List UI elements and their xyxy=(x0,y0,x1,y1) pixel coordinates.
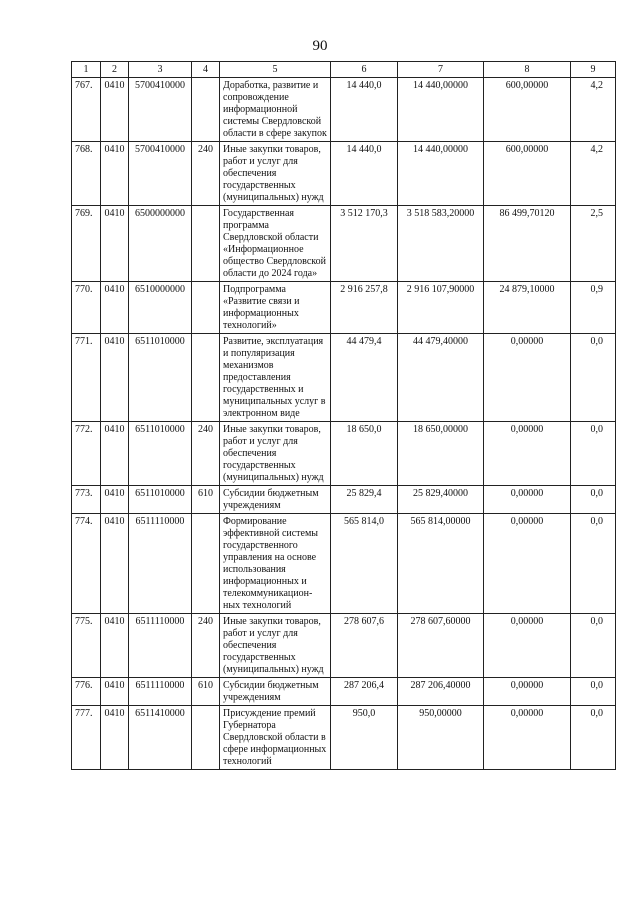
expense-type-code xyxy=(192,206,220,282)
amount-col7: 25 829,40000 xyxy=(398,486,484,514)
row-number: 772. xyxy=(72,422,101,486)
column-header: 4 xyxy=(192,62,220,78)
amount-col7: 2 916 107,90000 xyxy=(398,282,484,334)
row-number: 768. xyxy=(72,142,101,206)
percent-col9: 0,0 xyxy=(571,486,616,514)
amount-col6: 278 607,6 xyxy=(331,614,398,678)
amount-col6: 3 512 170,3 xyxy=(331,206,398,282)
section-code: 0410 xyxy=(101,334,129,422)
amount-col8: 0,00000 xyxy=(484,706,571,770)
row-number: 770. xyxy=(72,282,101,334)
percent-col9: 0,0 xyxy=(571,514,616,614)
section-code: 0410 xyxy=(101,78,129,142)
amount-col7: 44 479,40000 xyxy=(398,334,484,422)
percent-col9: 4,2 xyxy=(571,142,616,206)
expense-type-code: 610 xyxy=(192,486,220,514)
table-row xyxy=(72,486,616,514)
row-number: 774. xyxy=(72,514,101,614)
amount-col8: 0,00000 xyxy=(484,514,571,614)
amount-col7: 18 650,00000 xyxy=(398,422,484,486)
table-row xyxy=(72,706,616,770)
percent-col9: 0,0 xyxy=(571,422,616,486)
percent-col9: 0,0 xyxy=(571,614,616,678)
table-row xyxy=(72,282,616,334)
amount-col6: 44 479,4 xyxy=(331,334,398,422)
table-row xyxy=(72,678,616,706)
table-row xyxy=(72,78,616,142)
column-header: 8 xyxy=(484,62,571,78)
item-name: Присуждение премий Губернатора Свердловской области в сфере информационных технологий xyxy=(220,706,331,770)
amount-col6: 14 440,0 xyxy=(331,142,398,206)
amount-col8: 0,00000 xyxy=(484,486,571,514)
item-name: Подпрограмма «Развитие связи и информационных технологий» xyxy=(220,282,331,334)
amount-col7: 565 814,00000 xyxy=(398,514,484,614)
target-article-code: 6511110000 xyxy=(129,678,192,706)
expense-type-code xyxy=(192,706,220,770)
amount-col6: 18 650,0 xyxy=(331,422,398,486)
amount-col6: 25 829,4 xyxy=(331,486,398,514)
target-article-code: 6511110000 xyxy=(129,514,192,614)
row-number: 776. xyxy=(72,678,101,706)
table-row xyxy=(72,206,616,282)
target-article-code: 6511010000 xyxy=(129,486,192,514)
target-article-code: 6511110000 xyxy=(129,614,192,678)
item-name: Иные закупки товаров, работ и услуг для обеспечения государственных (муниципальных) нужд xyxy=(220,614,331,678)
amount-col7: 14 440,00000 xyxy=(398,142,484,206)
table-row xyxy=(72,514,616,614)
item-name: Формирование эффективной системы государственного управления на основе использования информационных и телекоммуникацион-ных технологий xyxy=(220,514,331,614)
amount-col7: 14 440,00000 xyxy=(398,78,484,142)
row-number: 771. xyxy=(72,334,101,422)
amount-col8: 0,00000 xyxy=(484,422,571,486)
section-code: 0410 xyxy=(101,678,129,706)
item-name: Иные закупки товаров, работ и услуг для обеспечения государственных (муниципальных) нужд xyxy=(220,422,331,486)
percent-col9: 2,5 xyxy=(571,206,616,282)
row-number: 773. xyxy=(72,486,101,514)
percent-col9: 4,2 xyxy=(571,78,616,142)
section-code: 0410 xyxy=(101,514,129,614)
amount-col8: 0,00000 xyxy=(484,678,571,706)
amount-col6: 565 814,0 xyxy=(331,514,398,614)
amount-col7: 3 518 583,20000 xyxy=(398,206,484,282)
page-number: 90 xyxy=(312,38,328,54)
target-article-code: 6510000000 xyxy=(129,282,192,334)
amount-col6: 950,0 xyxy=(331,706,398,770)
row-number: 775. xyxy=(72,614,101,678)
expense-type-code: 610 xyxy=(192,678,220,706)
expense-type-code: 240 xyxy=(192,614,220,678)
target-article-code: 5700410000 xyxy=(129,142,192,206)
header-row xyxy=(72,62,616,78)
table-row xyxy=(72,422,616,486)
amount-col6: 14 440,0 xyxy=(331,78,398,142)
amount-col6: 287 206,4 xyxy=(331,678,398,706)
amount-col8: 24 879,10000 xyxy=(484,282,571,334)
column-header: 3 xyxy=(129,62,192,78)
column-header: 9 xyxy=(571,62,616,78)
table-body xyxy=(72,78,616,770)
expense-type-code: 240 xyxy=(192,142,220,206)
percent-col9: 0,9 xyxy=(571,282,616,334)
percent-col9: 0,0 xyxy=(571,334,616,422)
section-code: 0410 xyxy=(101,206,129,282)
section-code: 0410 xyxy=(101,282,129,334)
column-header: 5 xyxy=(220,62,331,78)
column-header: 1 xyxy=(72,62,101,78)
percent-col9: 0,0 xyxy=(571,678,616,706)
item-name: Субсидии бюджетным учреждениям xyxy=(220,486,331,514)
expense-type-code xyxy=(192,334,220,422)
column-header: 6 xyxy=(331,62,398,78)
amount-col8: 0,00000 xyxy=(484,614,571,678)
amount-col8: 600,00000 xyxy=(484,78,571,142)
section-code: 0410 xyxy=(101,614,129,678)
row-number: 767. xyxy=(72,78,101,142)
target-article-code: 6511410000 xyxy=(129,706,192,770)
item-name: Развитие, эксплуатация и популяризация механизмов предоставления государственных и муниципальных услуг в электронном виде xyxy=(220,334,331,422)
percent-col9: 0,0 xyxy=(571,706,616,770)
amount-col7: 950,00000 xyxy=(398,706,484,770)
section-code: 0410 xyxy=(101,706,129,770)
section-code: 0410 xyxy=(101,486,129,514)
target-article-code: 6511010000 xyxy=(129,422,192,486)
amount-col8: 0,00000 xyxy=(484,334,571,422)
amount-col7: 278 607,60000 xyxy=(398,614,484,678)
budget-table xyxy=(71,61,616,770)
row-number: 777. xyxy=(72,706,101,770)
amount-col7: 287 206,40000 xyxy=(398,678,484,706)
expense-type-code: 240 xyxy=(192,422,220,486)
expense-type-code xyxy=(192,78,220,142)
target-article-code: 6500000000 xyxy=(129,206,192,282)
column-header: 2 xyxy=(101,62,129,78)
table-row xyxy=(72,142,616,206)
amount-col8: 600,00000 xyxy=(484,142,571,206)
column-header: 7 xyxy=(398,62,484,78)
amount-col8: 86 499,70120 xyxy=(484,206,571,282)
section-code: 0410 xyxy=(101,422,129,486)
item-name: Иные закупки товаров, работ и услуг для обеспечения государственных (муниципальных) нужд xyxy=(220,142,331,206)
item-name: Государственная программа Свердловской области «Информационное общество Свердловской области до 2024 года» xyxy=(220,206,331,282)
item-name: Субсидии бюджетным учреждениям xyxy=(220,678,331,706)
target-article-code: 5700410000 xyxy=(129,78,192,142)
expense-type-code xyxy=(192,514,220,614)
item-name: Доработка, развитие и сопровождение информационной системы Свердловской области в сфере закупок xyxy=(220,78,331,142)
row-number: 769. xyxy=(72,206,101,282)
amount-col6: 2 916 257,8 xyxy=(331,282,398,334)
table-row xyxy=(72,614,616,678)
table-row xyxy=(72,334,616,422)
section-code: 0410 xyxy=(101,142,129,206)
expense-type-code xyxy=(192,282,220,334)
target-article-code: 6511010000 xyxy=(129,334,192,422)
